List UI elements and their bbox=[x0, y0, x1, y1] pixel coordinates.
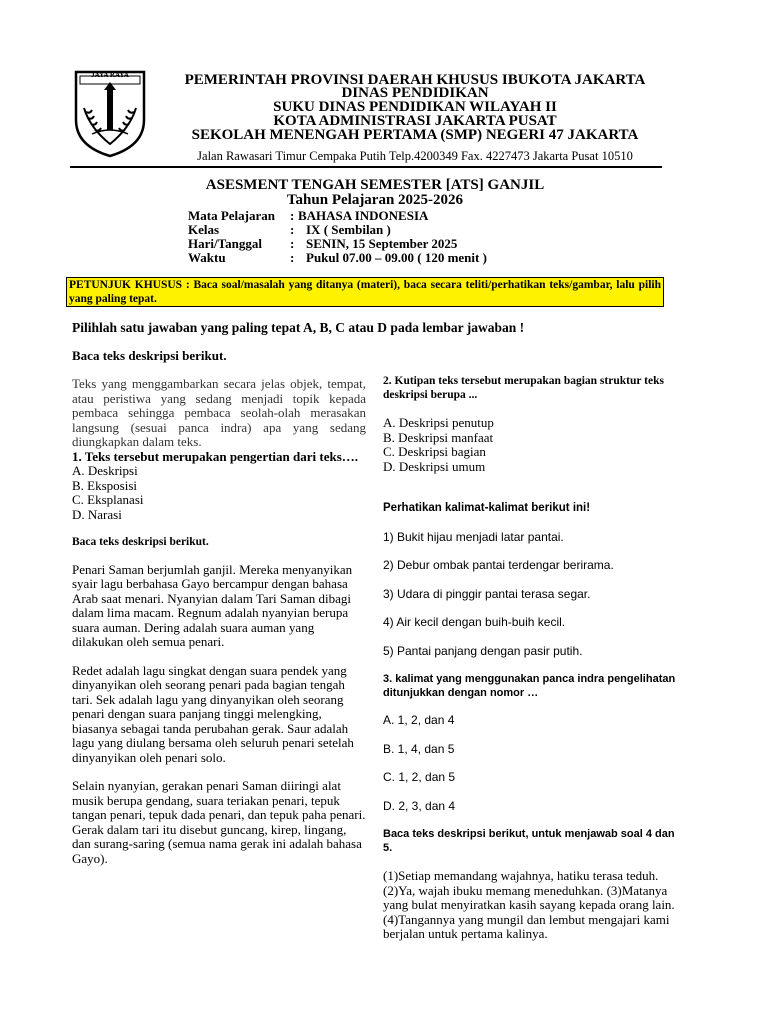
sentence-3: 3) Udara di pinggir pantai terasa segar. bbox=[383, 586, 591, 601]
q3-option-d: D. 2, 3, dan 4 bbox=[383, 798, 456, 813]
q2-option-b: B. Deskripsi manfaat bbox=[383, 429, 494, 445]
left-column bbox=[72, 377, 366, 866]
passage-saman-3: Selain nyanyian, gerakan penari Saman diiringi alat musik berupa gendang, suara teriakan penari, tepuk tangan penari, tepuk dada penari, dan tepuk paha penari. Gerak dalam tari itu disebut guncang, kirep, lingang, dan surang-saring (semua nama gerak ini adalah bahasa Gayo). bbox=[72, 778, 366, 866]
school-address: Jalan Rawasari Timur Cempaka Putih Telp.4200349 Fax. 4227473 Jakarta Pusat 10510 bbox=[197, 149, 633, 163]
q3-option-a: A. 1, 2, dan 4 bbox=[383, 713, 455, 727]
q3-option-c: C. 1, 2, dan 5 bbox=[383, 770, 456, 784]
header-line-3: SUKU DINAS PENDIDIKAN WILAYAH II bbox=[273, 99, 557, 115]
q2-option-c: C. Deskripsi bagian bbox=[383, 444, 486, 459]
general-instruction: Pilihlah satu jawaban yang paling tepat A, B, C atau D pada lembar jawaban ! bbox=[72, 320, 525, 335]
question-2: 2. Kutipan teks tersebut merupakan bagian struktur teks deskripsi berupa ... bbox=[383, 375, 664, 401]
right-column bbox=[383, 375, 678, 942]
read-text-heading-1: Baca teks deskripsi berikut. bbox=[72, 348, 227, 363]
passage-saman-1: Penari Saman berjumlah ganjil. Mereka menyanyikan syair lagu berbahasa Gayo bercampur dengan bahasa Arab saat menari. Nyanyian dalam Tari Saman dibagi dalam lima macam. Regnum adalah nyanyian berupa suara auman. Dering adalah suara auman yang dilakukan oleh semua penari. bbox=[72, 561, 353, 649]
read-text-heading-3: Baca teks deskripsi berikut, untuk menjawab soal 4 dan 5. bbox=[383, 828, 675, 854]
read-text-heading-2: Baca teks deskripsi berikut. bbox=[72, 536, 209, 548]
special-instructions-box: PETUNJUK KHUSUS : Baca soal/masalah yang ditanya (materi), baca secara teliti/perhatikan teks/gambar, lalu pilih yang paling tepat. bbox=[66, 277, 664, 307]
q1-option-d: D. Narasi bbox=[72, 506, 122, 522]
school-logo bbox=[72, 68, 148, 158]
passage-mother: (1)Setiap memandang wajahnya, hatiku terasa teduh. (2)Ya, wajah ibuku memang meneduhkan. (3)Matanya yang bulat menyiratkan kasih sayang kepada orang lain. (4)Tangannya yang mungil dan lembut mengajari kami berjalan untuk pertama kalinya. bbox=[383, 868, 675, 941]
q1-option-a: A. Deskripsi bbox=[72, 463, 138, 478]
passage-definition: Teks yang menggambarkan secara jelas objek, tempat, atau peristiwa yang sedang menjadi topik kepada pembaca sehingga pembaca seolah-olah merasakan langsung (sesuai panca indra) apa yang sedang diungkapkan dalam teks. bbox=[72, 376, 366, 449]
q3-option-b: B. 1, 4, dan 5 bbox=[383, 741, 455, 756]
header-line-5: SEKOLAH MENENGAH PERTAMA (SMP) NEGERI 47 JAKARTA bbox=[191, 127, 639, 143]
header-rule bbox=[70, 166, 662, 168]
question-3: 3. kalimat yang menggunakan panca indra pengelihatan ditunjukkan dengan nomor … bbox=[383, 673, 676, 699]
exam-title: ASESMENT TENGAH SEMESTER [ATS] GANJIL bbox=[205, 177, 545, 193]
sentence-4: 4) Air kecil dengan buih-buih kecil. bbox=[383, 615, 566, 629]
logo-text: JAYA RAYA bbox=[91, 71, 129, 79]
header-line-4: KOTA ADMINISTRASI JAKARTA PUSAT bbox=[273, 113, 557, 129]
sentence-5: 5) Pantai panjang dengan pasir putih. bbox=[383, 643, 583, 658]
q1-option-c: C. Eksplanasi bbox=[72, 492, 144, 507]
q2-option-d: D. Deskripsi umum bbox=[383, 458, 486, 474]
sentence-1: 1) Bukit hijau menjadi latar pantai. bbox=[383, 529, 564, 544]
q2-option-a: A. Deskripsi penutup bbox=[383, 415, 494, 430]
header-line-2: DINAS PENDIDIKAN bbox=[341, 85, 489, 101]
observe-sentences-heading: Perhatikan kalimat-kalimat berikut ini! bbox=[383, 502, 591, 514]
exam-year: Tahun Pelajaran 2025-2026 bbox=[286, 192, 464, 208]
q1-option-b: B. Eksposisi bbox=[72, 477, 138, 493]
header-line-1: PEMERINTAH PROVINSI DAERAH KHUSUS IBUKOTA JAKARTA bbox=[184, 72, 646, 88]
question-1: 1. Teks tersebut merupakan pengertian dari teks…. bbox=[72, 448, 359, 464]
sentence-2: 2) Debur ombak pantai terdengar berirama. bbox=[383, 558, 614, 572]
passage-saman-2: Redet adalah lagu singkat dengan suara pendek yang dinyanyikan oleh seorang penari pada bagian tengah tari. Sek adalah lagu yang dinyanyikan oleh seorang penari dengan suara panjang tinggi melengking, biasanya sebagai tanda perubahan gerak. Saur adalah lagu yang diulang bersama oleh seluruh penari setelah dinyanyikan oleh penari solo. bbox=[72, 662, 354, 765]
